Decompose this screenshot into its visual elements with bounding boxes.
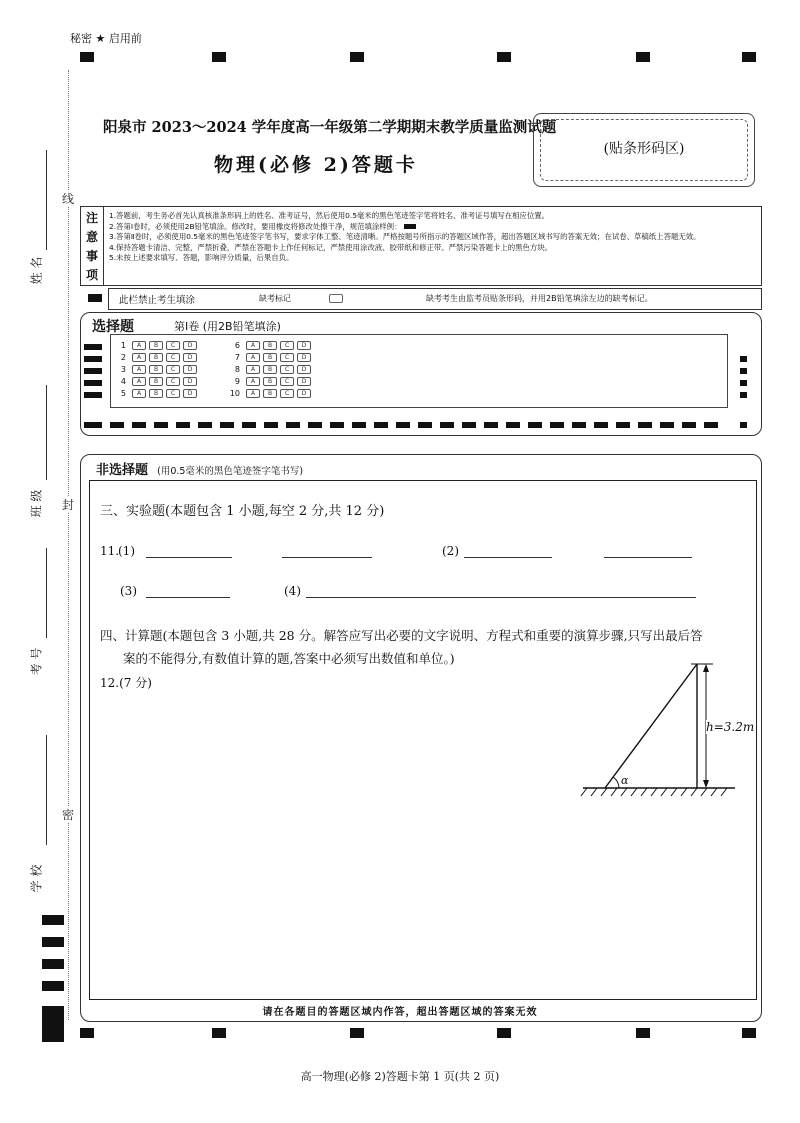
- timing-mark: [740, 368, 747, 374]
- confidential-label: 秘密 ★ 启用前: [70, 32, 142, 45]
- q12-number: 12.(7 分): [100, 676, 152, 690]
- q11-blank2-line-b[interactable]: [604, 557, 692, 558]
- timing-mark: [84, 356, 102, 362]
- exam-number-label: 考 号: [29, 647, 44, 676]
- school-label: 学 校: [29, 864, 44, 893]
- binding-mark-line: 线: [62, 192, 75, 206]
- timing-mark: [88, 294, 102, 302]
- school-field[interactable]: [29, 735, 54, 905]
- q11-blank3-label: (3): [120, 584, 137, 598]
- exam-title: 阳泉市 2023～2024 学年度高一年级第二学期期末教学质量监测试题: [103, 119, 557, 136]
- q11-blank1-line-b[interactable]: [282, 557, 372, 558]
- timing-mark: [742, 1028, 756, 1038]
- timing-mark: [84, 422, 102, 428]
- question-row-4[interactable]: 4 A B C D: [112, 376, 200, 387]
- binding-line: [68, 70, 69, 1020]
- timing-strip: [110, 422, 720, 428]
- absent-mark-box[interactable]: [329, 294, 343, 303]
- out-of-area-warning: 请在各题目的答题区域内作答，超出答题区域的答案无效: [262, 1007, 538, 1018]
- section4-heading-line2: 案的不能得分,有数值计算的题,答案中必须写出数值和单位。): [123, 651, 455, 666]
- card-title: 物理(必修 2)答题卡: [214, 154, 418, 176]
- name-field[interactable]: [29, 150, 54, 290]
- timing-mark: [80, 1028, 94, 1038]
- figure-height-label: h=3.2m: [706, 720, 755, 734]
- q11-blank4-label: (4): [284, 584, 301, 598]
- notice-label: 注 意 事 项: [85, 211, 98, 282]
- timing-mark: [42, 915, 64, 925]
- timing-mark: [212, 52, 226, 62]
- q11-blank2-label: (2): [442, 544, 459, 558]
- barcode-label: (贴条形码区): [603, 141, 685, 157]
- q11-blank1-label: (1): [118, 544, 135, 558]
- question-row-7[interactable]: 7 A B C D: [226, 352, 314, 363]
- choice-subtitle: 第Ⅰ卷 (用2B铅笔填涂): [174, 320, 281, 333]
- question-row-6[interactable]: 6 A B C D: [226, 340, 314, 351]
- timing-mark: [636, 52, 650, 62]
- answer-grid: [110, 334, 728, 408]
- absent-mark-label: 缺考标记: [259, 294, 291, 303]
- question-row-5[interactable]: 5 A B C D: [112, 388, 200, 399]
- question-row-3[interactable]: 3 A B C D: [112, 364, 200, 375]
- page-footer: 高一物理(必修 2)答题卡第 1 页(共 2 页): [300, 1070, 500, 1083]
- question-row-2[interactable]: 2 A B C D: [112, 352, 200, 363]
- timing-mark: [84, 344, 102, 350]
- question-row-10[interactable]: 10 A B C D: [226, 388, 314, 399]
- absent-instruction: 缺考考生由监考员贴条形码，并用2B铅笔填涂左边的缺考标记。: [426, 294, 653, 303]
- timing-mark: [84, 392, 102, 398]
- q11-number: 11.: [100, 544, 120, 558]
- choice-title: 选择题: [92, 319, 134, 335]
- binding-mark-secret: 密: [62, 808, 75, 822]
- class-label: 班 级: [29, 489, 44, 518]
- absent-row: [108, 288, 762, 310]
- timing-mark: [740, 380, 747, 386]
- exam-number-field[interactable]: [29, 548, 54, 708]
- notice-box: [80, 206, 762, 286]
- timing-mark: [212, 1028, 226, 1038]
- name-label: 姓 名: [29, 256, 44, 285]
- question-row-1[interactable]: 1 A B C D: [112, 340, 200, 351]
- question-row-9[interactable]: 9 A B C D: [226, 376, 314, 387]
- q11-blank2-line-a[interactable]: [464, 557, 552, 558]
- section3-heading: 三、实验题(本题包含 1 小题,每空 2 分,共 12 分): [100, 504, 385, 519]
- binding-mark-seal: 封: [62, 498, 75, 512]
- notice-text: 1.答题前，考生务必首先认真核准条形码上的姓名、准考证号，然后使用0.5毫米的黑色笔迹签字笔将姓名、准考证号填写在相应位置。 2.答第Ⅰ卷时，必须使用2B铅笔填涂。修改时，要用橡皮将修改处擦干净，规范填涂样例： 3.答第Ⅱ卷时，必须使用0.5毫米的黑色笔迹签字笔书写，要求字体工整、笔迹清晰。严格按题号所指示的答题区域作答，超出答题区域书写的答案无效；在试卷、草稿纸上答题无效。 4.保持答题卡清洁、完整，严禁折叠，严禁在答题卡上作任何标记，严禁使用涂改液、胶带纸和修正带。严禁污染答题卡上的黑色方块。 5.未按上述要求填写、答题，影响评分质量，后果自负。: [109, 211, 701, 262]
- nonchoice-title: 非选择题 (用0.5毫米的黑色笔迹签字笔书写): [96, 463, 304, 478]
- timing-mark: [740, 392, 747, 398]
- timing-mark: [497, 52, 511, 62]
- class-field[interactable]: [29, 385, 54, 545]
- q11-blank3-line[interactable]: [146, 597, 230, 598]
- timing-mark: [740, 422, 747, 428]
- timing-mark: [42, 959, 64, 969]
- barcode-area: [533, 113, 755, 187]
- timing-mark: [636, 1028, 650, 1038]
- timing-mark: [42, 937, 64, 947]
- section4-heading-line1: 四、计算题(本题包含 3 小题,共 28 分。解答应写出必要的文字说明、方程式和重要的演算步骤,只写出最后答: [100, 628, 703, 643]
- timing-mark: [740, 356, 747, 362]
- timing-mark: [84, 368, 102, 374]
- timing-mark: [84, 380, 102, 386]
- timing-mark: [497, 1028, 511, 1038]
- q11-blank1-line-a[interactable]: [146, 557, 232, 558]
- timing-mark: [350, 52, 364, 62]
- figure-angle-label: α: [621, 774, 629, 787]
- timing-mark: [742, 52, 756, 62]
- question-row-8[interactable]: 8 A B C D: [226, 364, 314, 375]
- q11-blank4-line[interactable]: [306, 597, 696, 598]
- timing-mark: [80, 52, 94, 62]
- timing-mark: [42, 981, 64, 991]
- timing-mark: [350, 1028, 364, 1038]
- absent-forbid-label: 此栏禁止考生填涂: [119, 295, 196, 306]
